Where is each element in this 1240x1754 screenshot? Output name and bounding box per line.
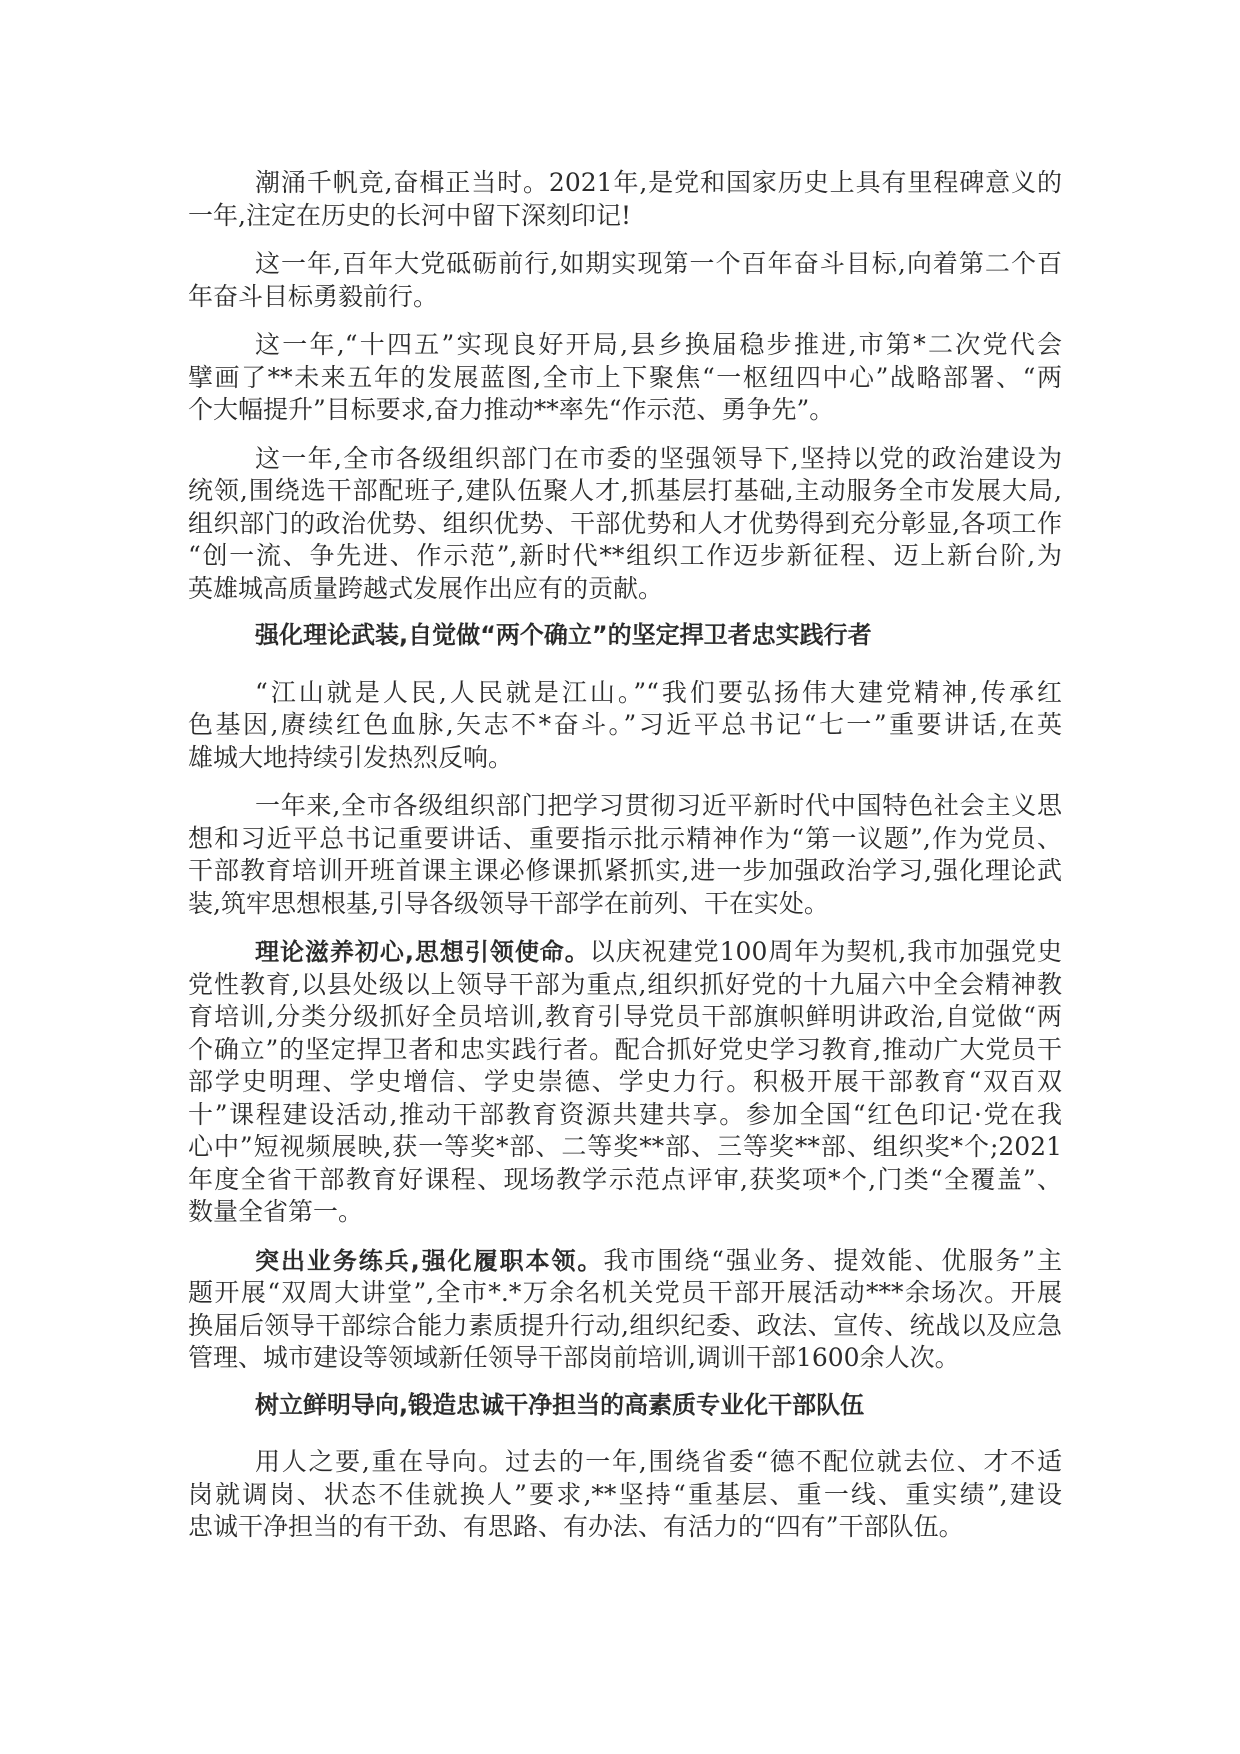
- paragraph: [188, 790, 1062, 920]
- text-line: [188, 248, 1062, 281]
- text-line: [188, 1342, 1062, 1375]
- line-text: 一年来,全市各级组织部门把学习贯彻习近平新时代中国特色社会主义思: [255, 791, 1062, 820]
- paragraph: [188, 329, 1062, 427]
- text-line: [188, 790, 1062, 823]
- text-line: [188, 936, 1062, 969]
- text-line: [188, 540, 1062, 573]
- text-line: [188, 1099, 1062, 1132]
- paragraph: [188, 936, 1062, 1229]
- text-line: [188, 677, 1062, 710]
- line-text: 换届后领导干部综合能力素质提升行动,组织纪委、政法、宣传、统战以及应急: [188, 1310, 1062, 1340]
- line-text: 想和习近平总书记重要讲话、重要指示批示精神作为“第一议题”,作为党员、: [188, 823, 1062, 853]
- bold-lead-text: 突出业务练兵,强化履职本领。: [255, 1246, 604, 1275]
- text-line: [188, 823, 1062, 856]
- paragraph: [188, 443, 1062, 606]
- line-text: 我市围绕“强业务、提效能、优服务”主: [603, 1245, 1062, 1275]
- line-text: 党性教育,以县处级以上领导干部为重点,组织抓好党的十九届六中全会精神教: [188, 969, 1062, 999]
- line-text: 这一年,全市各级组织部门在市委的坚强领导下,坚持以党的政治建设为: [255, 443, 1062, 473]
- text-line: [188, 362, 1062, 395]
- line-text: 潮涌千帆竞,奋楫正当时。2021年,是党和国家历史上具有里程碑意义的: [255, 168, 1062, 197]
- line-text: 年度全省干部教育好课程、现场教学示范点评审,获奖项*个,门类“全覆盖”、: [188, 1164, 1062, 1194]
- paragraph: [188, 167, 1062, 232]
- line-text: 以庆祝建党100周年为契机,我市加强党史: [589, 937, 1062, 966]
- text-line: [188, 1196, 1062, 1229]
- line-text: 忠诚干净担当的有干劲、有思路、有办法、有活力的“四有”干部队伍。: [188, 1512, 964, 1541]
- text-line: [188, 1479, 1062, 1512]
- line-text: 干部教育培训开班首课主课必修课抓紧抓实,进一步加强政治学习,强化理论武: [188, 856, 1062, 885]
- text-line: [188, 888, 1062, 921]
- line-text: “创一流、争先进、作示范”,新时代**组织工作迈步新征程、迈上新台阶,为: [188, 541, 1062, 570]
- line-text: 心中”短视频展映,获一等奖*部、二等奖**部、三等奖**部、组织奖*个;2021: [188, 1132, 1062, 1161]
- text-line: [188, 1001, 1062, 1034]
- text-line: [188, 281, 1062, 314]
- line-text: 用人之要,重在导向。过去的一年,围绕省委“德不配位就去位、才不适: [255, 1447, 1062, 1476]
- text-line: [188, 1164, 1062, 1197]
- line-text: 一年,注定在历史的长河中留下深刻印记!: [188, 200, 631, 230]
- text-line: [188, 508, 1062, 541]
- line-text: 个确立”的坚定捍卫者和忠实践行者。配合抓好党史学习教育,推动广大党员干: [188, 1034, 1062, 1064]
- text-line: [188, 329, 1062, 362]
- line-text: 岗就调岗、状态不佳就换人”要求,**坚持“重基层、重一线、重实绩”,建设: [188, 1479, 1062, 1509]
- line-text: 擘画了**未来五年的发展蓝图,全市上下聚焦“一枢纽四中心”战略部署、“两: [188, 362, 1062, 392]
- section-heading: 强化理论武装,自觉做“两个确立”的坚定捍卫者忠实践行者: [255, 621, 872, 649]
- text-line: [188, 1310, 1062, 1343]
- line-text: 统领,围绕选干部配班子,建队伍聚人才,抓基层打基础,主动服务全市发展大局,: [188, 476, 1062, 505]
- bold-lead-text: 理论滋养初心,思想引领使命。: [255, 938, 590, 966]
- text-line: [188, 1131, 1062, 1164]
- document-body: [188, 167, 1062, 1544]
- section-heading: 树立鲜明导向,锻造忠诚干净担当的高素质专业化干部队伍: [255, 1390, 865, 1419]
- text-line: [188, 1245, 1062, 1278]
- line-text: 组织部门的政治优势、组织优势、干部优势和人才优势得到充分彰显,各项工作: [188, 508, 1062, 538]
- line-text: 英雄城高质量跨越式发展作出应有的贡献。: [188, 573, 664, 603]
- line-text: 雄城大地持续引发热烈反响。: [188, 742, 514, 772]
- line-text: “江山就是人民,人民就是江山。”“我们要弘扬伟大建党精神,传承红: [255, 677, 1062, 707]
- text-line: [188, 1066, 1062, 1099]
- text-line: [188, 475, 1062, 508]
- line-text: 这一年,“十四五”实现良好开局,县乡换届稳步推进,市第*二次党代会: [255, 330, 1062, 359]
- line-text: 部学史明理、学史增信、学史崇德、学史力行。积极开展干部教育“双百双: [188, 1067, 1062, 1096]
- line-text: 个大幅提升”目标要求,奋力推动**率先“作示范、勇争先”。: [188, 395, 835, 424]
- line-text: 这一年,百年大党砥砺前行,如期实现第一个百年奋斗目标,向着第二个百: [255, 249, 1062, 278]
- paragraph: [188, 248, 1062, 313]
- text-line: [188, 855, 1062, 888]
- text-line: [188, 1277, 1062, 1310]
- line-text: 育培训,分类分级抓好全员培训,教育引导党员干部旗帜鲜明讲政治,自觉做“两: [188, 1002, 1062, 1031]
- text-line: [188, 573, 1062, 606]
- text-line: [188, 394, 1062, 427]
- paragraph: [188, 1446, 1062, 1544]
- line-text: 题开展“双周大讲堂”,全市*.*万余名机关党员干部开展活动***余场次。开展: [188, 1278, 1062, 1307]
- text-line: [188, 709, 1062, 742]
- line-text: 色基因,赓续红色血脉,矢志不*奋斗。”习近平总书记“七一”重要讲话,在英: [188, 710, 1062, 739]
- text-line: [188, 1034, 1062, 1067]
- paragraph: [188, 1245, 1062, 1375]
- text-line: [188, 1511, 1062, 1544]
- text-line: [188, 742, 1062, 775]
- line-text: 十”课程建设活动,推动干部教育资源共建共享。参加全国“红色印记·党在我: [188, 1099, 1062, 1129]
- text-line: [188, 200, 1062, 233]
- text-line: [188, 1446, 1062, 1479]
- text-line: [188, 167, 1062, 200]
- line-text: 装,筑牢思想根基,引导各级领导干部学在前列、干在实处。: [188, 888, 829, 918]
- line-text: 年奋斗目标勇毅前行。: [188, 281, 439, 311]
- text-line: [188, 969, 1062, 1002]
- line-text: 管理、城市建设等领域新任领导干部岗前培训,调训干部1600余人次。: [188, 1343, 960, 1372]
- line-text: 数量全省第一。: [188, 1197, 364, 1226]
- text-line: [188, 443, 1062, 476]
- paragraph: [188, 677, 1062, 775]
